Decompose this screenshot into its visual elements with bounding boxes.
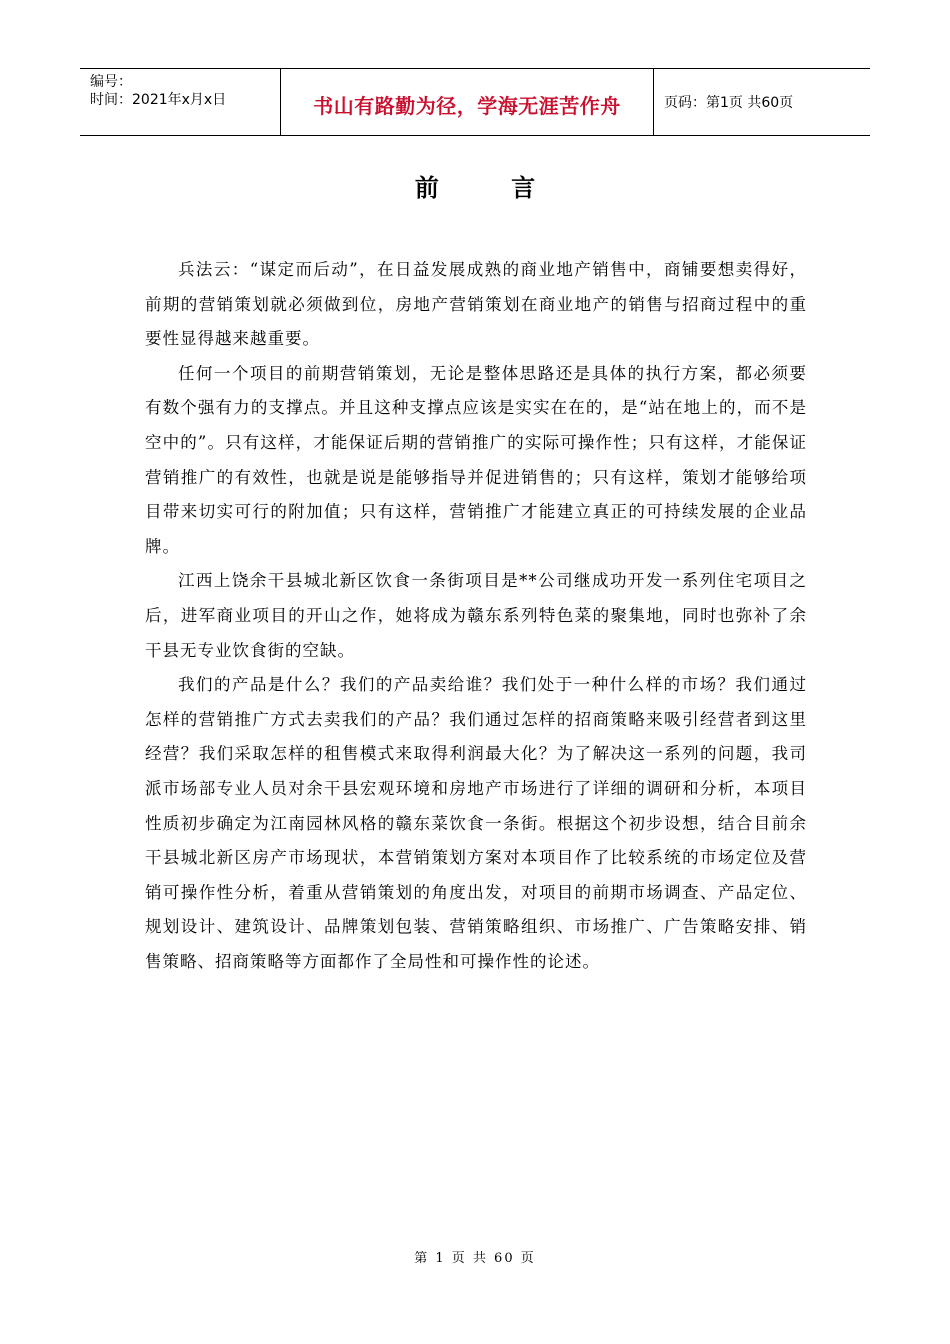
page-title: 前 言 [414,174,568,202]
paragraph: 任何一个项目的前期营销策划，无论是整体思路还是具体的执行方案，都必须要有数个强有力的支撑点。并且这种支撑点应该是实实在在的，是“站在地上的，而不是空中的”。只有这样，才能保证后期的营销推广的实际可操作性；只有这样，才能保证营销推广的有效性，也就是说是能够指导并促进销售的；只有这样，策划才能够给项目带来切实可行的附加值；只有这样，营销推广才能建立真正的可持续发展的企业品牌。 [145,363,807,556]
number-label: 编号： [90,74,132,90]
body-text [145,253,807,979]
time-label: 时间：2021年x月x日 [90,92,227,108]
page-footer: 第 1 页 共 60 页 [414,1251,536,1266]
header-table [80,68,870,136]
paragraph: 兵法云：“谋定而后动”，在日益发展成熟的商业地产销售中，商铺要想卖得好，前期的营销策划就必须做到位，房地产营销策划在商业地产的销售与招商过程中的重要性显得越来越重要。 [145,260,807,349]
header-page-info: 页码：第1页 共60页 [664,95,794,111]
header-meta [80,69,281,135]
paragraph: 我们的产品是什么？我们的产品卖给谁？我们处于一种什么样的市场？我们通过怎样的营销推广方式去卖我们的产品？我们通过怎样的招商策略来吸引经营者到这里经营？我们采取怎样的租售模式来取得利润最大化？为了解决这一系列的问题，我司派市场部专业人员对余干县宏观环境和房地产市场进行了详细的调研和分析，本项目性质初步确定为江南园林风格的赣东菜饮食一条街。根据这个初步设想，结合目前余干县城北新区房产市场现状，本营销策划方案对本项目作了比较系统的市场定位及营销可操作性分析，着重从营销策划的角度出发，对项目的前期市场调查、产品定位、规划设计、建筑设计、品牌策划包装、营销策略组织、市场推广、广告策略安排、销售策略、招商策略等方面都作了全局性和可操作性的论述。 [145,675,807,971]
header-motto: 书山有路勤为径，学海无涯苦作舟 [281,69,654,135]
paragraph: 江西上饶余干县城北新区饮食一条街项目是**公司继成功开发一系列住宅项目之后，进军商业项目的开山之作，她将成为赣东系列特色菜的聚集地，同时也弥补了余干县无专业饮食街的空缺。 [145,571,807,660]
